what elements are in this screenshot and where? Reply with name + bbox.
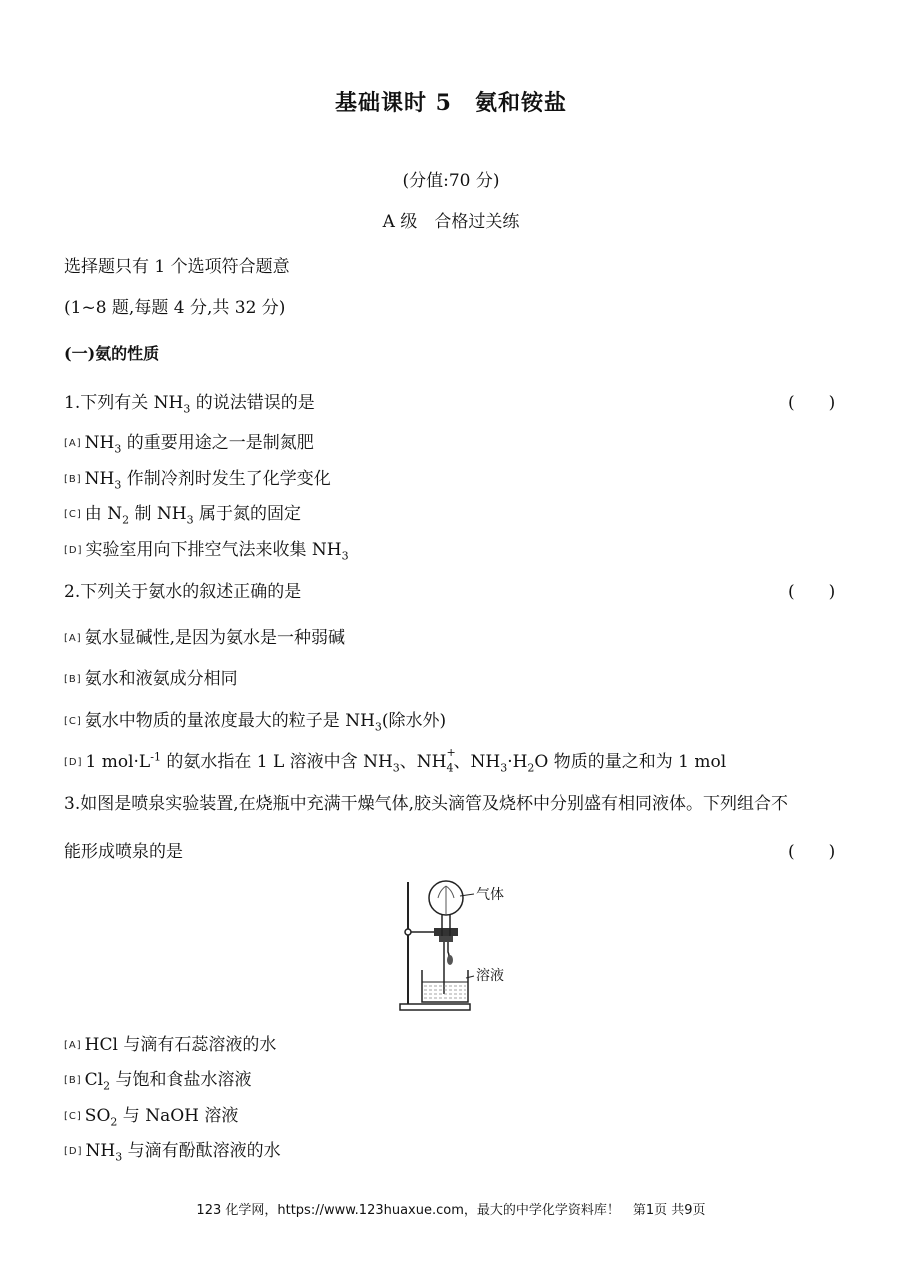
q3-option-c: [C] $SO_2$ 与 NaOH 溶液 — [64, 1106, 239, 1129]
option-tag: [B] — [64, 1075, 82, 1086]
q1-option-d: [D] 实验室用向下排空气法来收集 $NH_3$ — [64, 540, 349, 563]
liquid-label: 溶液 — [476, 968, 504, 984]
option-tag: [C] — [64, 509, 82, 520]
option-tag: [B] — [64, 474, 82, 485]
option-tag: [A] — [64, 1040, 82, 1051]
section-heading: (一)氨的性质 — [64, 344, 160, 363]
option-tag: [C] — [64, 1111, 82, 1122]
option-tag: [C] — [64, 716, 82, 727]
option-tag: [A] — [64, 633, 82, 644]
instruction-text: 选择题只有 1 个选项符合题意 — [64, 257, 290, 277]
q3-option-d: [D] $NH_3$ 与滴有酚酞溶液的水 — [64, 1141, 281, 1164]
option-tag: [D] — [64, 1146, 83, 1157]
gas-label: 气体 — [476, 887, 504, 903]
q2-option-d: [D] 1 $mol\cdot L^{-1}$ 的氨水指在 1 L 溶液中含 $NH_3$、$NH_4$ + 、$NH_3\cdot H_2O$ 物质的量之和为 1 mol — [64, 746, 727, 775]
page-footer: 123 化学网，https://www.123huaxue.com，最大的中学化学资料库！ 第1页 共9页 — [196, 1203, 706, 1218]
level-heading: A 级 合格过关练 — [382, 212, 520, 232]
option-tag: [B] — [64, 674, 82, 685]
q2-option-b: [B] 氨水和液氨成分相同 — [64, 669, 238, 689]
answer-blank-3: ( ) — [788, 842, 836, 862]
question-3-stem-line1: 3.如图是喷泉实验装置,在烧瓶中充满干燥气体,胶头滴管及烧杯中分别盛有相同液体。下列组合不 — [64, 794, 789, 814]
score-info: (分值:70 分) — [402, 171, 500, 191]
q2-option-c: [C] 氨水中物质的量浓度最大的粒子是 $NH_3$(除水外) — [64, 711, 447, 734]
scoring-text: (1~8 题,每题 4 分,共 32 分) — [64, 298, 286, 318]
q1-option-a: [A] $NH_3$ 的重要用途之一是制氮肥 — [64, 433, 314, 456]
option-tag: [D] — [64, 757, 83, 768]
q1-option-b: [B] $NH_3$ 作制冷剂时发生了化学变化 — [64, 469, 331, 492]
page-title: 基础课时 5 氨和铵盐 — [335, 90, 567, 116]
q2-option-a: [A] 氨水显碱性,是因为氨水是一种弱碱 — [64, 628, 346, 648]
fountain-apparatus-diagram — [394, 876, 524, 1018]
fountain-apparatus-figure — [394, 876, 524, 1022]
question-1-stem: 1.下列有关 $NH_3$ 的说法错误的是 — [64, 393, 315, 416]
option-tag: [D] — [64, 545, 83, 556]
q3-option-b: [B] $Cl_2$ 与饱和食盐水溶液 — [64, 1070, 252, 1093]
q1-option-c: [C] 由 $N_2$ 制 $NH_3$ 属于氮的固定 — [64, 504, 301, 527]
answer-blank-1: ( ) — [788, 393, 836, 413]
answer-blank-2: ( ) — [788, 582, 836, 602]
question-2-stem: 2.下列关于氨水的叙述正确的是 — [64, 582, 302, 602]
q3-option-a: [A] HCl 与滴有石蕊溶液的水 — [64, 1035, 277, 1055]
option-tag: [A] — [64, 438, 82, 449]
question-3-stem-line2: 能形成喷泉的是 — [64, 842, 183, 862]
